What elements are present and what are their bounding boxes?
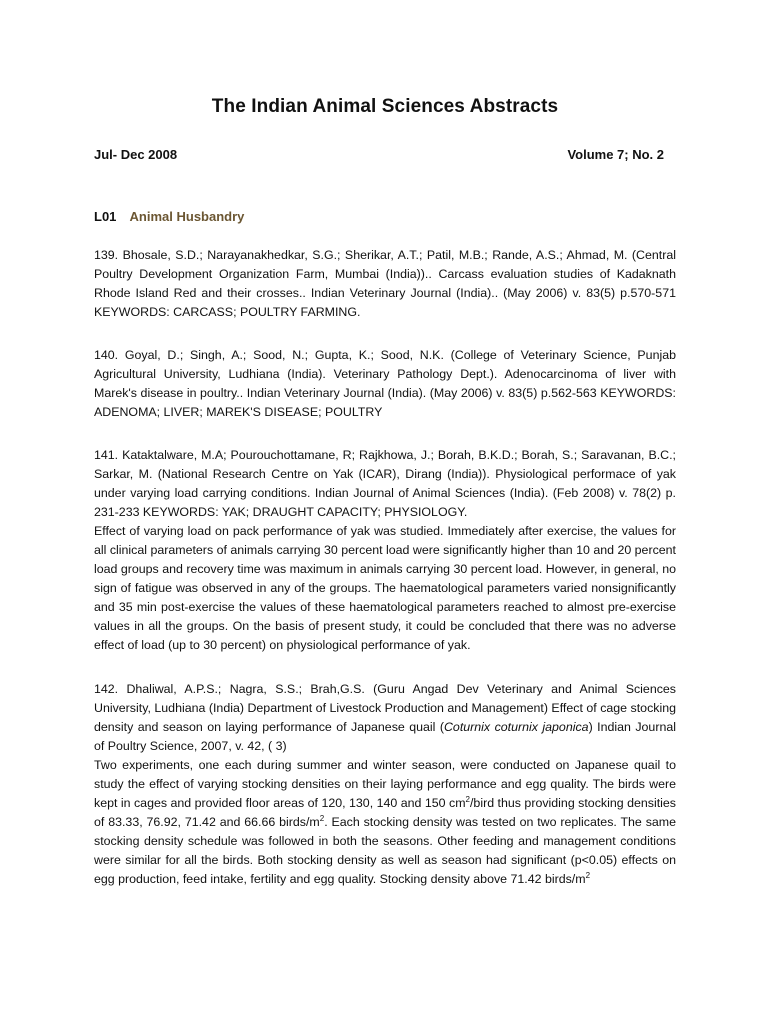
abstract-entry-139: [94, 246, 676, 322]
citation-text: 142. Dhaliwal, A.P.S.; Nagra, S.S.; Brah,G.S. (Guru Angad Dev Veterinary and Animal Sciences University, Ludhiana (India) Department of Livestock Production and Management) Effect of cage stocking density and season on laying performance of Japanese quail (: [94, 682, 676, 734]
abstract-entry-140: [94, 346, 676, 422]
entry-citation: [94, 680, 676, 756]
superscript: 2: [465, 794, 470, 804]
section-code: L01: [94, 209, 117, 224]
issue-period: Jul- Dec 2008: [94, 147, 178, 162]
issue-info: [94, 147, 676, 162]
document-title: The Indian Animal Sciences Abstracts: [211, 96, 559, 117]
entry-abstract: Effect of varying load on pack performance of yak was studied. Immediately after exercise, the values for all clinical parameters of animals carrying 30 percent load were significantly higher than 10 and 20 percent load groups and recovery time was maximum in animals carrying 30 percent load. However, in general, no sign of fatigue was observed in any of the groups. The haematological parameters varied nonsignificantly and 35 min post-exercise the values of these haematological parameters reached to almost pre-exercise values in all the groups. On the basis of present study, it could be concluded that there was no adverse effect of load (up to 30 percent) on physiological performance of yak.: [94, 524, 676, 652]
abstract-entry-141: [94, 446, 676, 655]
section-heading: [94, 209, 676, 224]
superscript: 2: [319, 813, 325, 823]
species-name: Coturnix coturnix japonica: [443, 720, 589, 734]
abstract-entry-142: [94, 680, 676, 889]
citation-source: ) Indian Journal of Poultry Science, 2007, v. 42, ( 3): [94, 720, 676, 753]
entry-citation: 139. Bhosale, S.D.; Narayanakhedkar, S.G.; Sherikar, A.T.; Patil, M.B.; Rande, A.S.; Ahmad, M. (Central Poultry Development Organization Farm, Mumbai (India)).. Carcass evaluation studies of Kadaknath Rhode Island Red and their crosses.. Indian Veterinary Journal (India).. (May 2006) v. 83(5) p.570-571 KEYWORDS: CARCASS; POULTRY FARMING.: [94, 248, 676, 319]
abstract-text: Two experiments, one each during summer and winter season, were conducted on Japanese quail to study the effect of varying stocking densities on their laying performance and egg quality. The birds were kept in cages and provided floor areas of 120, 130, 140 and 150 cm: [94, 758, 676, 810]
section-name: Animal Husbandry: [129, 209, 245, 224]
issue-volume: Volume 7; No. 2: [567, 147, 664, 162]
entry-abstract: [94, 756, 676, 889]
abstract-text: . Each stocking density was tested on two replicates. The same stocking density schedule was followed in both the seasons. Other feeding and management conditions were similar for all the birds. Both stocking density as well as season had significant (p<0.05) effects on egg production, feed intake, fertility and egg quality. Stocking density above 71.42 birds/m: [94, 815, 676, 886]
abstract-text: /bird thus providing stocking densities of 83.33, 76.92, 71.42 and 66.66 birds/m: [94, 796, 676, 829]
entry-citation: 141. Kataktalware, M.A; Pourouchottamane, R; Rajkhowa, J.; Borah, B.K.D.; Borah, S.; Saravanan, B.C.; Sarkar, M. (National Research Centre on Yak (ICAR), Dirang (India)). Physiological performace of yak under varying load carrying conditions. Indian Journal of Animal Sciences (India). (Feb 2008) v. 78(2) p. 231-233 KEYWORDS: YAK; DRAUGHT CAPACITY; PHYSIOLOGY.: [94, 448, 676, 519]
entry-citation: 140. Goyal, D.; Singh, A.; Sood, N.; Gupta, K.; Sood, N.K. (College of Veterinary Science, Punjab Agricultural University, Ludhiana (India). Veterinary Pathology Dept.). Adenocarcinoma of liver with Marek's disease in poultry.. Indian Veterinary Journal (India). (May 2006) v. 83(5) p.562-563 KEYWORDS: ADENOMA; LIVER; MAREK'S DISEASE; POULTRY: [94, 348, 676, 419]
superscript: 2: [585, 870, 591, 880]
